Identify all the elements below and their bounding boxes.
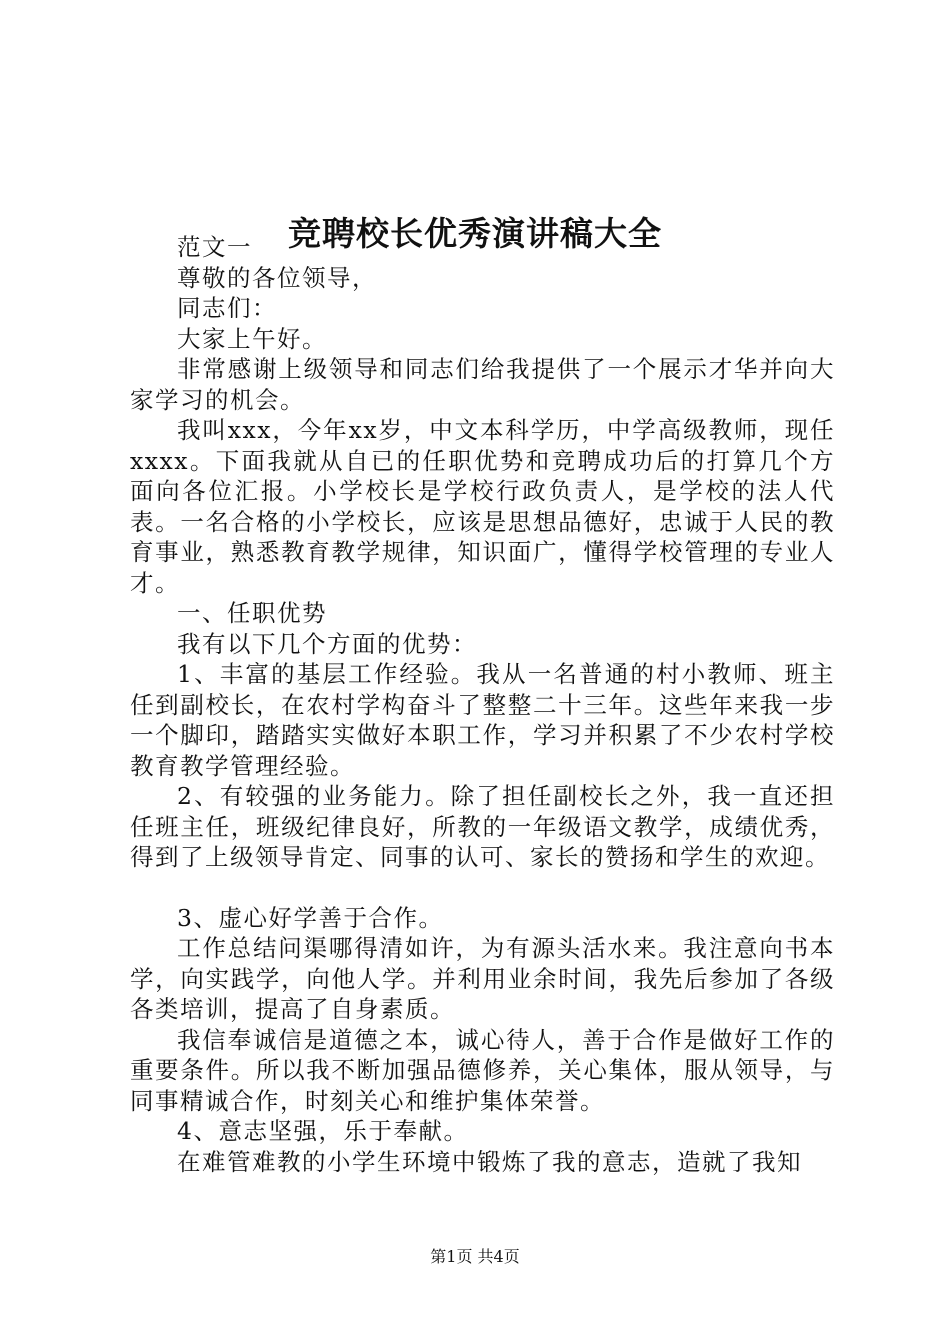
- paragraph: 在难管难教的小学生环境中锻炼了我的意志，造就了我知: [177, 1147, 802, 1176]
- paragraph: 1、丰富的基层工作经验。我从一名普通的村小教师、班主任到副校长，在农村学构奋斗了整整二十三年。这些年来我一步一个脚印，踏踏实实做好本职工作，学习并积累了不少农村学校教育教学管理经验。: [130, 660, 835, 780]
- paragraph: 工作总结问渠哪得清如许，为有源头活水来。我注意向书本学，向实践学，向他人学。并利用业余时间，我先后参加了各级各类培训，提高了自身素质。: [130, 934, 835, 1023]
- paragraph: 我叫xxx，今年xx岁，中文本科学历，中学高级教师，现任xxxx。下面我就从自已的任职优势和竞聘成功后的打算几个方面向各位汇报。小学校长是学校行政负责人，是学校的法人代表。一名合格的小学校长，应该是思想品德好，忠诚于人民的教育事业，熟悉教育教学规律，知识面广，懂得学校管理的专业人才。: [130, 416, 835, 597]
- paragraph: 尊敬的各位领导，: [177, 263, 377, 292]
- page-footer: 第1页 共4页: [430, 1247, 520, 1266]
- paragraph: 范文一: [177, 233, 252, 261]
- paragraph: 我信奉诚信是道德之本，诚心待人，善于合作是做好工作的重要条件。所以我不断加强品德修养，关心集体，服从领导，与同事精诚合作，时刻关心和维护集体荣誉。: [130, 1025, 835, 1115]
- paragraph: 3、虚心好学善于合作。: [177, 903, 444, 932]
- paragraph: 4、意志坚强，乐于奉献。: [177, 1117, 469, 1145]
- paragraph: 我有以下几个方面的优势：: [177, 629, 477, 658]
- section-heading: 一、任职优势: [177, 599, 327, 627]
- paragraph: 非常感谢上级领导和同志们给我提供了一个展示才华并向大家学习的机会。: [130, 355, 835, 414]
- paragraph: 2、有较强的业务能力。除了担任副校长之外，我一直还担任班主任，班级纪律良好，所教的一年级语文教学，成绩优秀，得到了上级领导肯定、同事的认可、家长的赞扬和学生的欢迎。: [130, 782, 835, 871]
- paragraph: 大家上午好。: [177, 324, 327, 353]
- document-body: [130, 232, 835, 1177]
- paragraph: 同志们：: [177, 294, 277, 322]
- document-title: 竞聘校长优秀演讲稿大全: [288, 214, 662, 254]
